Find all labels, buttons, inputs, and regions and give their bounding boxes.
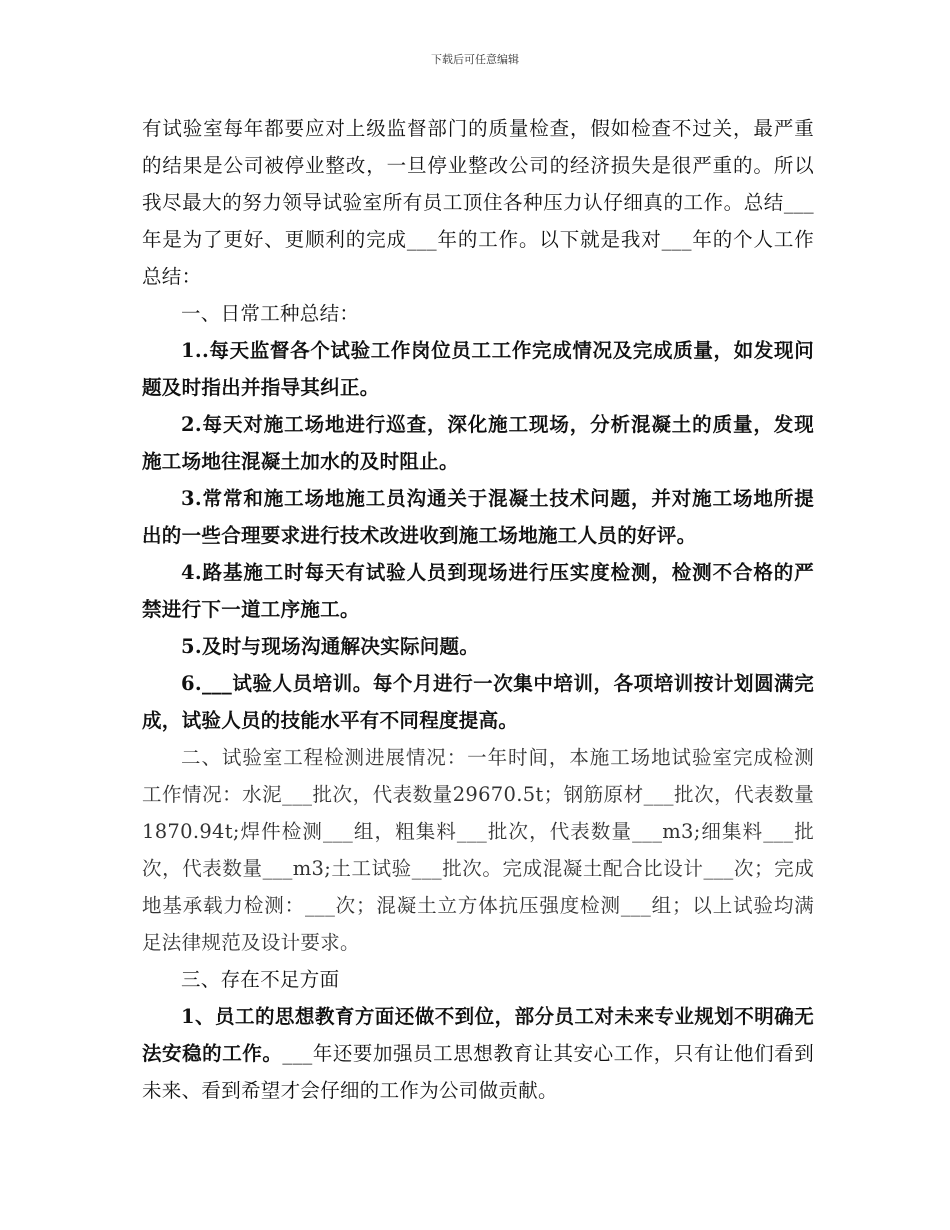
list-item-3: 3.常常和施工场地施工员沟通关于混凝土技术问题，并对施工场地所提出的一些合理要求进行技术改进收到施工场地施工人员的好评。 xyxy=(142,487,814,547)
intro-paragraph: 有试验室每年都要应对上级监督部门的质量检查，假如检查不过关，最严重的结果是公司被停业整改，一旦停业整改公司的经济损失是很严重的。所以我尽最大的努力领导试验室所有员工顶住各种压力认仔细真的工作。总结___年是为了更好、更顺利的完成___年的工作。以下就是我对___年的个人工作总结： xyxy=(142,117,814,288)
list-item-5: 5.及时与现场沟通解决实际问题。 xyxy=(181,635,480,658)
section-3-item-1-normal: ___年还要加强员工思想教育让其安心工作，只有让他们看到未来、看到希望才会仔细的工作为公司做贡献。 xyxy=(142,1042,814,1102)
list-item-4: 4.路基施工时每天有试验人员到现场进行压实度检测，检测不合格的严禁进行下一道工序施工。 xyxy=(142,561,814,621)
document-body xyxy=(142,110,814,1109)
list-item-6: 6.___试验人员培训。每个月进行一次集中培训，各项培训按计划圆满完成，试验人员的技能水平有不同程度提高。 xyxy=(142,672,814,732)
list-item-1: 1..每天监督各个试验工作岗位员工工作完成情况及完成质量，如发现问题及时指出并指导其纠正。 xyxy=(142,339,814,399)
section-2-paragraph: 二、试验室工程检测进展情况：一年时间，本施工场地试验室完成检测工作情况：水泥___批次，代表数量29670.5t；钢筋原材___批次，代表数量1870.94t;焊件检测___组，粗集料___批次，代表数量___m3;细集料___批次，代表数量___m3;土工试验___批次。完成混凝土配合比设计___次；完成地基承载力检测：___次；混凝土立方体抗压强度检测___组；以上试验均满足法律规范及设计要求。 xyxy=(142,746,814,954)
section-3-heading: 三、存在不足方面 xyxy=(181,968,340,991)
section-3-item-1-bold: 1、员工的思想教育方面还做不到位，部分员工对未来专业规划不明确无法安稳的工作。 xyxy=(142,1005,814,1065)
section-1-heading: 一、日常工种总结： xyxy=(181,302,360,325)
section-3-item-1 xyxy=(142,998,814,1109)
list-item-2: 2.每天对施工场地进行巡查，深化施工现场，分析混凝土的质量，发现施工场地往混凝土加水的及时阻止。 xyxy=(142,413,814,473)
page-header: 下载后可任意编辑 xyxy=(431,53,519,66)
